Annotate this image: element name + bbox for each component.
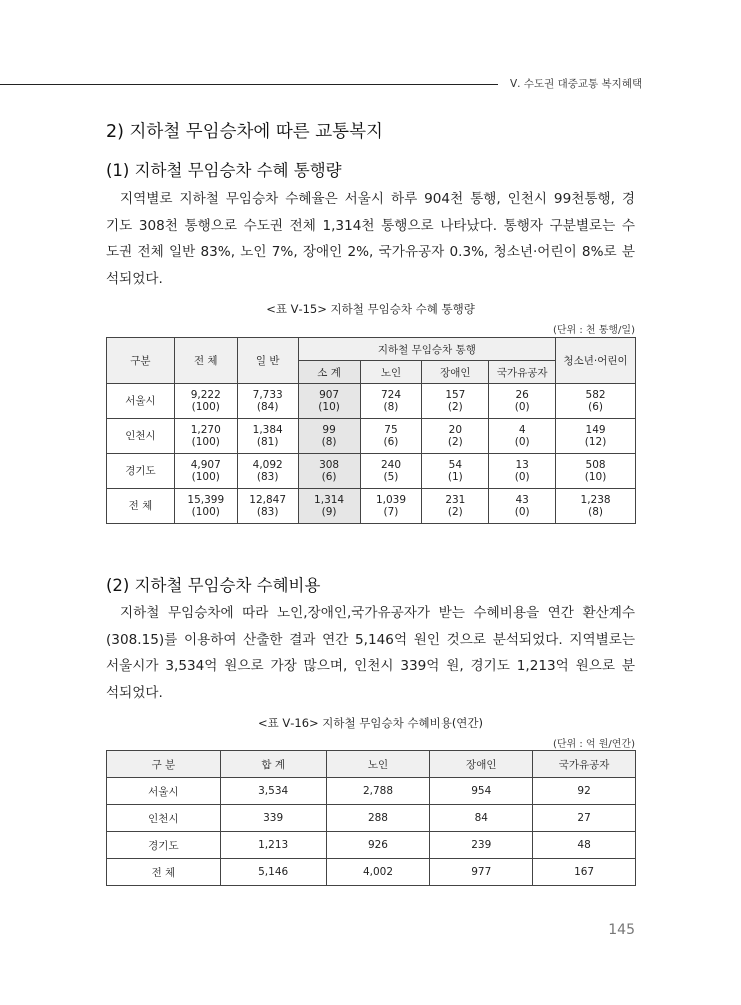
cell-percent: (100)	[191, 436, 220, 448]
cell-percent: (10)	[584, 471, 607, 483]
header-veteran: 국가유공자	[489, 361, 556, 384]
cell-elderly	[360, 489, 422, 524]
cell-region: 인천시	[107, 419, 175, 454]
cell-percent: (83)	[256, 471, 279, 483]
table-1	[106, 337, 636, 524]
cell-value: 1,039	[375, 494, 406, 506]
cell-percent: (84)	[256, 401, 279, 413]
table-row	[107, 805, 636, 832]
cell-value: 308	[319, 459, 340, 471]
cell-value: 12,847	[249, 494, 287, 506]
cell-region: 서울시	[107, 384, 175, 419]
table-row	[107, 832, 636, 859]
cell-value: 99	[322, 424, 336, 436]
cell-disabled	[422, 454, 489, 489]
cell-value: 724	[380, 389, 401, 401]
header-disabled: 장애인	[430, 751, 533, 778]
header-free-ride: 지하철 무임승차 통행	[298, 338, 555, 361]
table-2-unit: (단위 : 억 원/연간)	[552, 739, 635, 750]
cell-general	[237, 489, 298, 524]
cell-percent: (6)	[383, 436, 399, 448]
paragraph-line: 석되었다.	[106, 270, 163, 287]
table-row	[107, 454, 636, 489]
subsection-2-title: (2) 지하철 무임승차 수혜비용	[106, 576, 321, 595]
cell-disabled	[422, 384, 489, 419]
paragraph-line: 도권 전체 일반 83%, 노인 7%, 장애인 2%, 국가유공자 0.3%, 청소년·어린이 8%로 분	[106, 244, 635, 260]
header-general: 일 반	[237, 338, 298, 384]
paragraph-line: 지하철 무임승차에 따라 노인,장애인,국가유공자가 받는 수혜비용을 연간 환산계수	[120, 605, 635, 621]
cell-percent: (6)	[321, 471, 337, 483]
cell-value: 15,399	[187, 494, 225, 506]
header-subtotal: 소 계	[298, 361, 360, 384]
cell-youth	[556, 384, 636, 419]
cell-veteran	[489, 489, 556, 524]
cell-percent: (100)	[191, 471, 220, 483]
cell-value: 4,907	[190, 459, 221, 471]
cell-percent: (0)	[514, 471, 530, 483]
cell-elderly	[360, 384, 422, 419]
table-row	[107, 859, 636, 886]
subsection-1-paragraph	[106, 186, 635, 292]
cell-percent: (83)	[256, 506, 279, 518]
cell-value: 20	[448, 424, 463, 436]
cell-percent: (8)	[383, 401, 399, 413]
header-total: 전 체	[174, 338, 237, 384]
cell-percent: (7)	[383, 506, 399, 518]
cell-value: 149	[585, 424, 606, 436]
section-title: 2) 지하철 무임승차에 따른 교통복지	[106, 122, 383, 142]
cell-value: 26	[515, 389, 529, 401]
cell-general	[237, 454, 298, 489]
cell-percent: (0)	[514, 436, 530, 448]
table-2	[106, 750, 636, 886]
cell-percent: (12)	[584, 436, 607, 448]
cell-elderly	[360, 454, 422, 489]
cell-elderly: 288	[326, 805, 430, 832]
cell-value: 1,270	[190, 424, 221, 436]
cell-disabled: 977	[430, 859, 533, 886]
cell-veteran: 48	[533, 832, 636, 859]
cell-sum: 3,534	[220, 778, 326, 805]
cell-elderly: 2,788	[326, 778, 430, 805]
running-head: Ⅴ. 수도권 대중교통 복지혜택	[510, 78, 643, 90]
cell-total	[174, 419, 237, 454]
cell-disabled: 239	[430, 832, 533, 859]
cell-region: 서울시	[107, 778, 221, 805]
page-number: 145	[608, 922, 635, 938]
cell-disabled	[422, 489, 489, 524]
cell-veteran: 27	[533, 805, 636, 832]
cell-percent: (9)	[321, 506, 337, 518]
cell-percent: (81)	[256, 436, 279, 448]
cell-value: 9,222	[190, 389, 221, 401]
cell-percent: (1)	[447, 471, 463, 483]
cell-region: 인천시	[107, 805, 221, 832]
header-veteran: 국가유공자	[533, 751, 636, 778]
cell-value: 240	[380, 459, 401, 471]
cell-subtotal	[298, 454, 360, 489]
cell-total	[174, 384, 237, 419]
paragraph-line: 서울시가 3,534억 원으로 가장 많으며, 인천시 339억 원, 경기도 1,213억 원으로 분	[106, 658, 635, 674]
header-youth: 청소년·어린이	[556, 338, 636, 384]
cell-percent: (5)	[383, 471, 399, 483]
cell-youth	[556, 419, 636, 454]
cell-elderly	[360, 419, 422, 454]
table-row	[107, 489, 636, 524]
cell-general	[237, 419, 298, 454]
cell-general	[237, 384, 298, 419]
table-1-unit: (단위 : 천 통행/일)	[552, 325, 635, 336]
cell-percent: (6)	[588, 401, 603, 413]
header-sum: 합 계	[220, 751, 326, 778]
subsection-1-title: (1) 지하철 무임승차 수혜 통행량	[106, 161, 342, 180]
cell-veteran	[489, 384, 556, 419]
cell-veteran: 167	[533, 859, 636, 886]
cell-subtotal	[298, 384, 360, 419]
cell-percent: (8)	[321, 436, 337, 448]
cell-percent: (0)	[514, 506, 530, 518]
cell-value: 7,733	[252, 389, 283, 401]
cell-sum: 1,213	[220, 832, 326, 859]
cell-percent: (100)	[191, 506, 220, 518]
cell-value: 231	[445, 494, 466, 506]
cell-disabled: 84	[430, 805, 533, 832]
cell-region: 경기도	[107, 832, 221, 859]
table-1-caption: <표 Ⅴ-15> 지하철 무임승차 수혜 통행량	[266, 302, 475, 316]
cell-region: 경기도	[107, 454, 175, 489]
cell-veteran: 92	[533, 778, 636, 805]
cell-value: 4	[518, 424, 526, 436]
cell-value: 582	[585, 389, 606, 401]
cell-value: 157	[445, 389, 466, 401]
cell-value: 75	[384, 424, 398, 436]
table-row	[107, 419, 636, 454]
cell-value: 54	[448, 459, 463, 471]
paragraph-line: 석되었다.	[106, 684, 163, 701]
header-group: 구 분	[107, 751, 221, 778]
cell-percent: (8)	[588, 506, 603, 518]
header-group: 구분	[107, 338, 175, 384]
cell-value: 43	[515, 494, 529, 506]
cell-veteran	[489, 419, 556, 454]
cell-total	[174, 454, 237, 489]
table-row	[107, 778, 636, 805]
cell-subtotal	[298, 419, 360, 454]
cell-percent: (100)	[191, 401, 220, 413]
cell-youth	[556, 489, 636, 524]
cell-sum: 5,146	[220, 859, 326, 886]
cell-percent: (0)	[514, 401, 530, 413]
paragraph-line: 기도 308천 통행으로 수도권 전체 1,314천 통행으로 나타났다. 통행자 구분별로는 수	[106, 217, 635, 234]
cell-value: 508	[585, 459, 606, 471]
cell-elderly: 4,002	[326, 859, 430, 886]
cell-region: 전 체	[107, 489, 175, 524]
subsection-2-paragraph	[106, 600, 635, 706]
header-rule	[0, 84, 498, 85]
cell-disabled	[422, 419, 489, 454]
header-elderly: 노인	[326, 751, 430, 778]
cell-youth	[556, 454, 636, 489]
cell-value: 4,092	[252, 459, 283, 471]
table-row	[107, 384, 636, 419]
cell-value: 1,384	[252, 424, 283, 436]
cell-veteran	[489, 454, 556, 489]
cell-region: 전 체	[107, 859, 221, 886]
cell-value: 13	[515, 459, 529, 471]
header-elderly: 노인	[360, 361, 422, 384]
paragraph-line: (308.15)를 이용하여 산출한 결과 연간 5,146억 원인 것으로 분석되었다. 지역별로는	[106, 631, 635, 648]
cell-value: 1,238	[580, 494, 611, 506]
cell-value: 907	[319, 389, 340, 401]
cell-percent: (10)	[318, 401, 340, 413]
cell-elderly: 926	[326, 832, 430, 859]
cell-percent: (2)	[447, 506, 463, 518]
cell-sum: 339	[220, 805, 326, 832]
cell-value: 1,314	[314, 494, 345, 506]
table-2-caption: <표 Ⅴ-16> 지하철 무임승차 수혜비용(연간)	[257, 716, 484, 730]
paragraph-line: 지역별로 지하철 무임승차 수혜율은 서울시 하루 904천 통행, 인천시 99천통행, 경	[120, 191, 635, 207]
cell-total	[174, 489, 237, 524]
cell-disabled: 954	[430, 778, 533, 805]
header-disabled: 장애인	[422, 361, 489, 384]
cell-subtotal	[298, 489, 360, 524]
cell-percent: (2)	[447, 401, 463, 413]
cell-percent: (2)	[447, 436, 463, 448]
